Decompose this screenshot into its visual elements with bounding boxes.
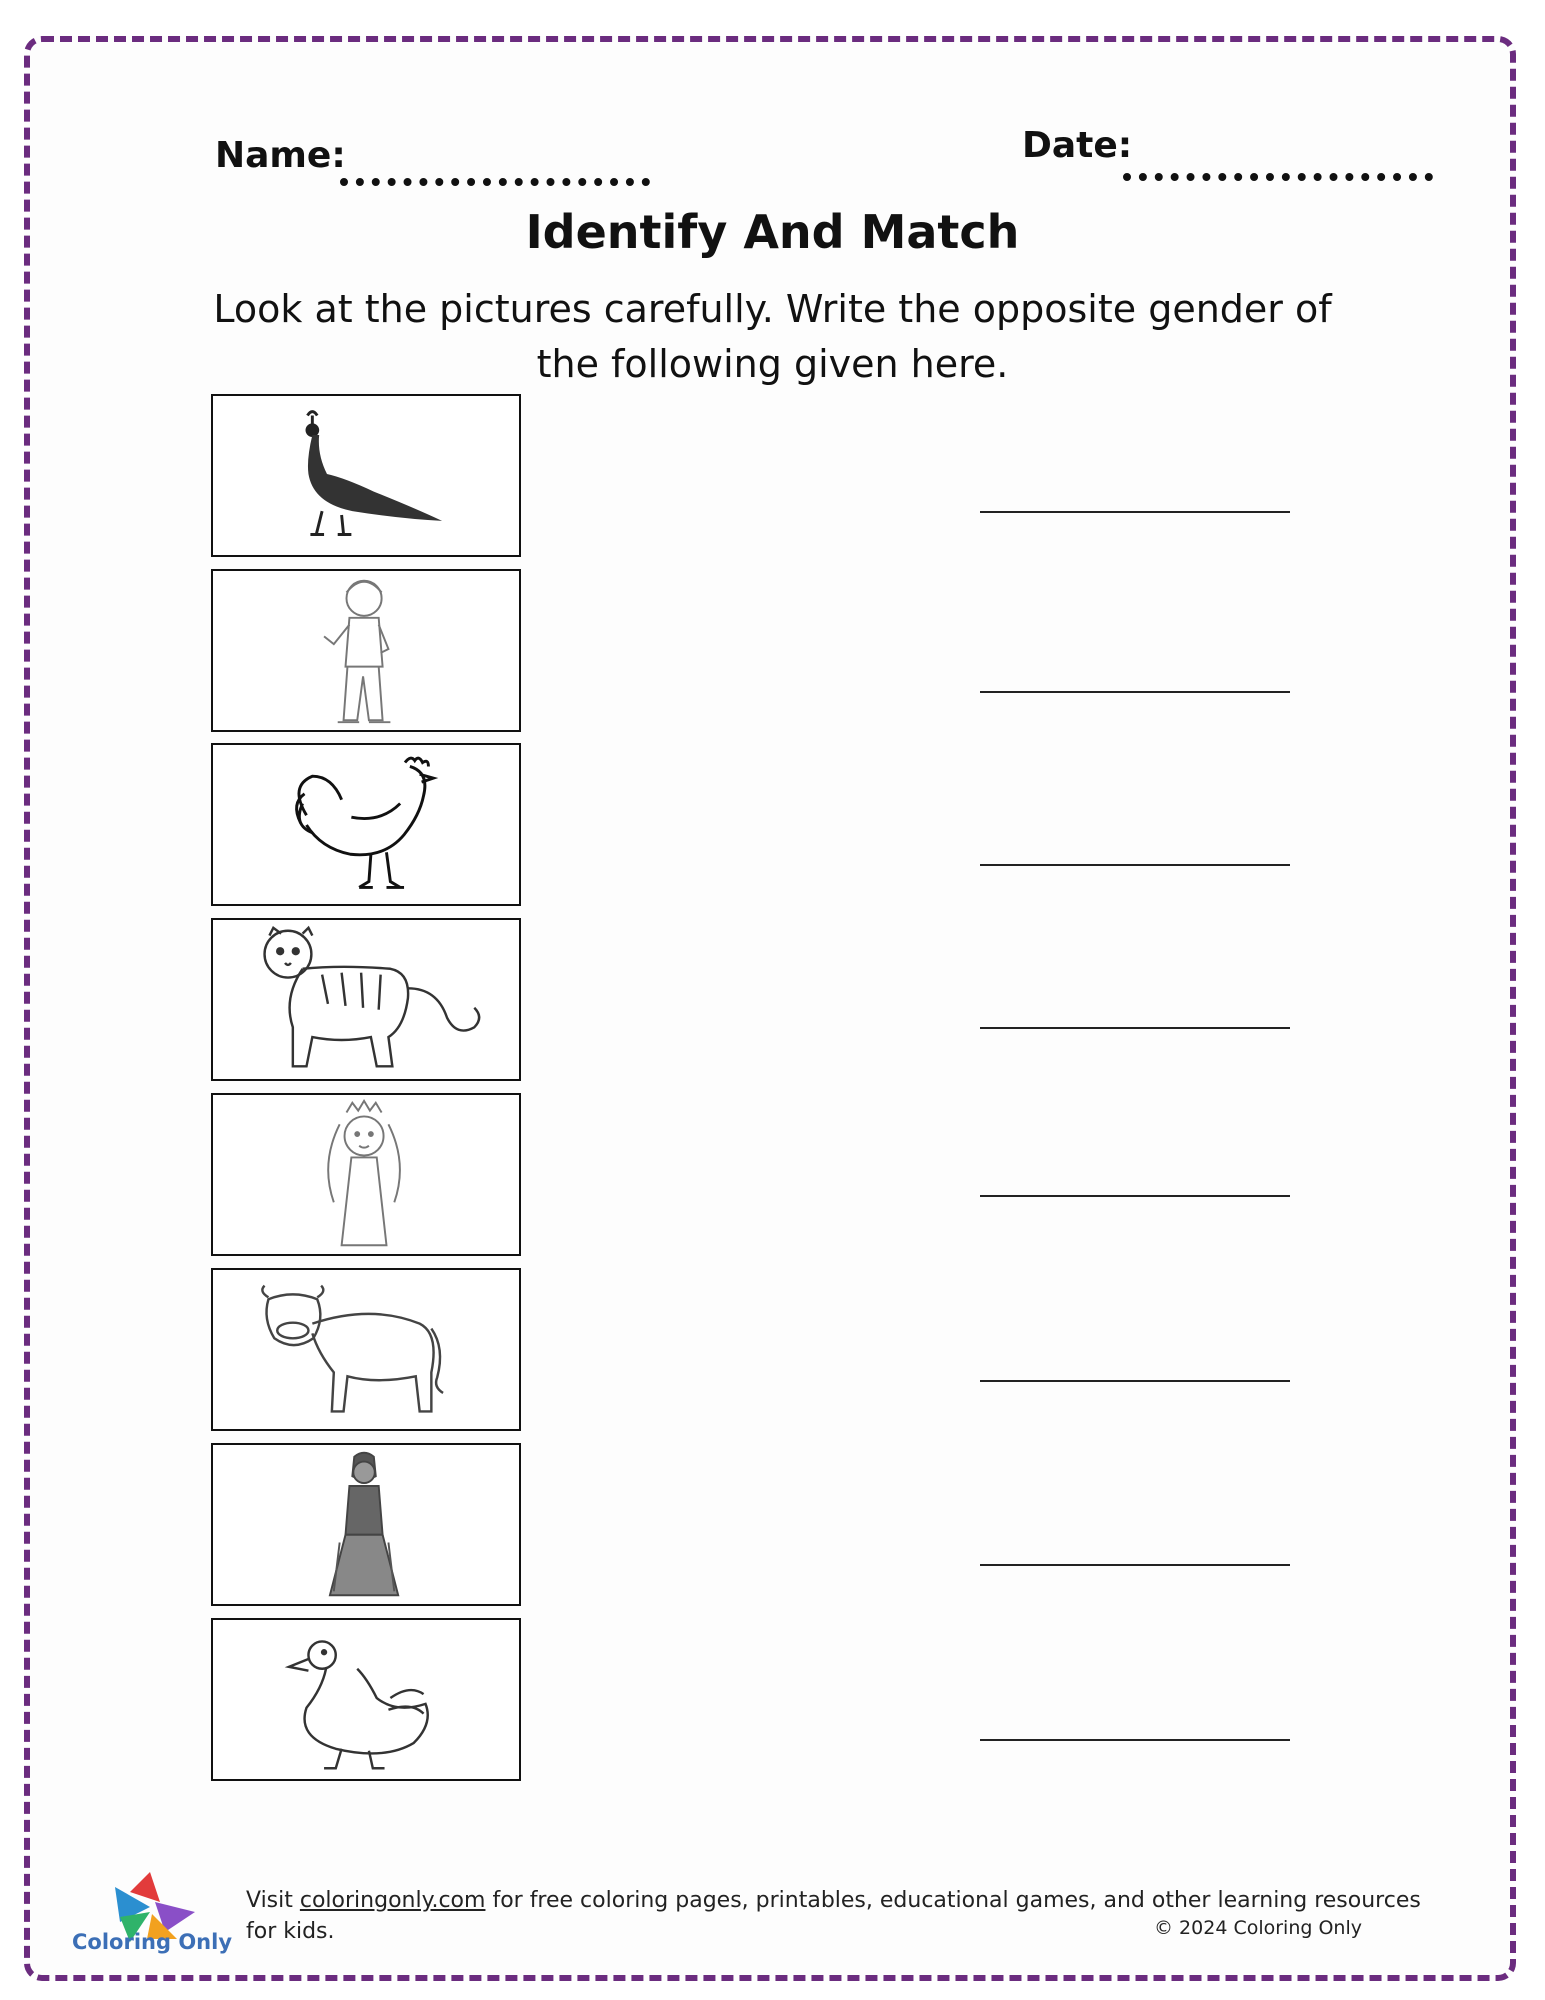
footer-visit-prefix: Visit (246, 1888, 300, 1913)
woman-icon (213, 1445, 519, 1604)
picture-box-woman (211, 1443, 521, 1606)
picture-box-tiger (211, 918, 521, 1081)
picture-box-rooster (211, 743, 521, 906)
copyright: © 2024 Coloring Only (1154, 1917, 1362, 1939)
date-blank[interactable] (1123, 165, 1433, 181)
page-title: Identify And Match (525, 205, 1020, 259)
name-blank[interactable] (340, 170, 650, 186)
answer-line-3[interactable] (980, 864, 1290, 866)
answer-line-4[interactable] (980, 1027, 1290, 1029)
peahen-icon (213, 396, 519, 555)
footer-visit-suffix: for free coloring pages, printables, educational games, and other learning resources for kids. (246, 1888, 1421, 1944)
picture-box-princess (211, 1093, 521, 1256)
answer-line-5[interactable] (980, 1195, 1290, 1197)
logo-text: Coloring Only (72, 1930, 233, 1954)
answer-line-7[interactable] (980, 1564, 1290, 1566)
picture-box-boy (211, 569, 521, 732)
picture-box-cow (211, 1268, 521, 1431)
instructions: Look at the pictures carefully. Write the opposite gender of the following given here. (213, 287, 1332, 386)
picture-box-duck (211, 1618, 521, 1781)
answer-line-2[interactable] (980, 691, 1290, 693)
answer-line-1[interactable] (980, 511, 1290, 513)
footer-link[interactable]: coloringonly.com (299, 1888, 486, 1913)
name-label: Name: (215, 135, 346, 176)
boy-icon (213, 571, 519, 730)
answer-line-6[interactable] (980, 1380, 1290, 1382)
duck-icon (213, 1620, 519, 1779)
princess-icon (213, 1095, 519, 1254)
cow-icon (213, 1270, 519, 1429)
date-label: Date: (1022, 125, 1133, 166)
answer-line-8[interactable] (980, 1739, 1290, 1741)
picture-box-peahen (211, 394, 521, 557)
tiger-icon (213, 920, 519, 1079)
rooster-icon (213, 745, 519, 904)
